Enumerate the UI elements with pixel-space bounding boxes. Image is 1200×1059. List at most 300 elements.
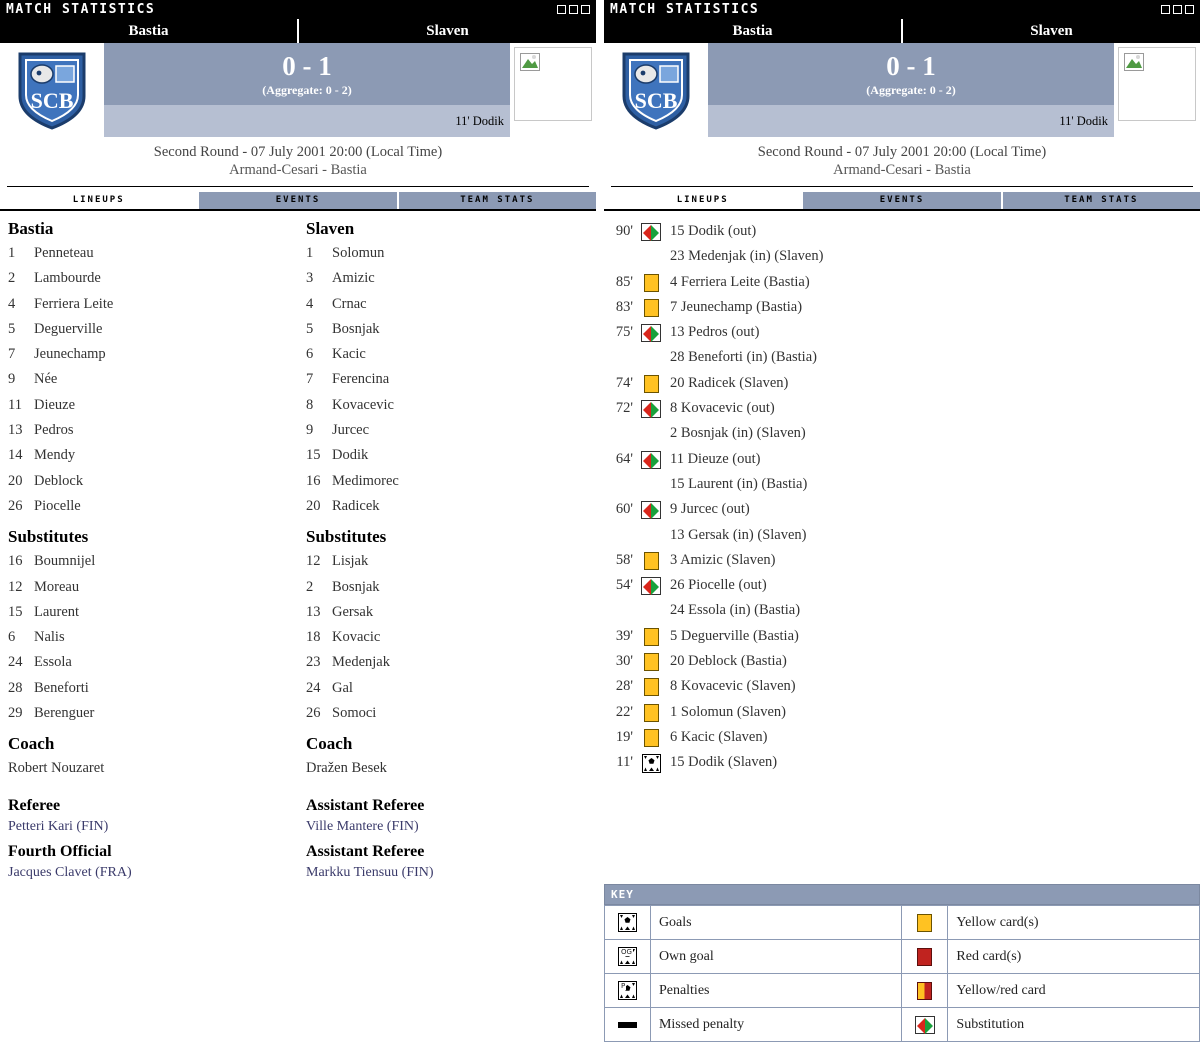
key-label: Yellow/red card: [948, 974, 1200, 1008]
official-role: Assistant Referee: [306, 797, 425, 815]
key-label: Own goal: [650, 940, 902, 974]
home-coach-name: Robert Nouzaret: [8, 760, 105, 777]
event-line: 9 Jurcec (out): [670, 501, 750, 518]
event-line: 2 Bosnjak (in) (Slaven): [670, 425, 806, 442]
home-lineup-column: [0, 219, 298, 781]
event-line: 6 Kacic (Slaven): [670, 728, 768, 745]
player-number: 4: [8, 295, 16, 312]
home-subs-heading: Substitutes: [8, 527, 89, 547]
event-line: 8 Kovacevic (out): [670, 400, 775, 417]
event-detail: [664, 674, 796, 699]
yellow-card-icon: [638, 270, 664, 292]
player-name: Kacic: [332, 346, 366, 363]
table-row: [604, 649, 1200, 674]
key-label: Red card(s): [948, 940, 1200, 974]
list-item: [306, 494, 596, 519]
player-number: 2: [8, 270, 16, 287]
player-number: 9: [306, 422, 314, 439]
official-name: Jacques Clavet (FRA): [8, 865, 132, 881]
player-number: 5: [8, 320, 16, 337]
event-minute: 30': [615, 653, 633, 670]
player-name: Moreau: [34, 578, 80, 595]
event-line: 20 Deblock (Bastia): [670, 653, 787, 670]
player-number: 18: [306, 629, 321, 646]
home-crest-cell: [0, 43, 104, 137]
yellow-card-icon: [638, 700, 664, 722]
scorer-line: 11' Dodik: [455, 113, 504, 128]
player-name: Crnac: [332, 295, 367, 312]
list-item: [8, 266, 298, 291]
list-item: [306, 625, 596, 650]
player-name: Medimorec: [332, 472, 399, 489]
player-number: 5: [306, 320, 314, 337]
tab-bar-left[interactable]: [0, 192, 596, 209]
list-item: [8, 317, 298, 342]
svg-text:SCB: SCB: [30, 88, 74, 113]
player-number: 7: [306, 371, 314, 388]
player-number: 9: [8, 371, 16, 388]
away-starters-list: [306, 241, 596, 519]
yellow-card-icon: [638, 548, 664, 570]
player-name: Jeunechamp: [34, 346, 106, 363]
player-name: Medenjak: [332, 654, 390, 671]
tab-lineups[interactable]: LINEUPS: [0, 192, 199, 209]
official-role: Referee: [8, 797, 61, 815]
player-name: Kovacic: [332, 629, 381, 646]
missed-penalty-icon: [605, 1008, 651, 1042]
event-line: 13 Pedros (out): [670, 324, 760, 341]
event-line: 28 Beneforti (in) (Bastia): [670, 349, 817, 366]
event-detail: [664, 725, 767, 750]
event-minute: 75': [615, 324, 633, 341]
event-minute: 72': [615, 400, 633, 417]
away-crest-cell: [1114, 43, 1200, 137]
event-minute: 90': [615, 223, 633, 239]
penalty-icon: P: [605, 974, 651, 1008]
key-label: Goals: [650, 906, 902, 940]
round-datetime: Second Round - 07 July 2001 20:00 (Local Time): [757, 144, 1047, 160]
event-line: 5 Deguerville (Bastia): [670, 627, 799, 644]
player-name: Lisjak: [332, 553, 369, 570]
event-minute: 83': [615, 298, 633, 315]
player-number: 7: [8, 346, 16, 363]
substitution-icon: [638, 497, 664, 519]
event-line: 24 Essola (in) (Bastia): [670, 602, 801, 619]
match-info: [611, 137, 1193, 187]
match-info: [7, 137, 589, 187]
event-line: 1 Solomun (Slaven): [670, 703, 786, 720]
score-value: 0 - 1: [282, 50, 332, 81]
player-number: 1: [306, 245, 314, 261]
goal-icon: [605, 906, 651, 940]
table-row: [604, 270, 1200, 295]
event-detail: [664, 219, 823, 270]
table-row: [604, 396, 1200, 447]
player-name: Ferencina: [332, 371, 390, 388]
lineups-section: [0, 211, 596, 781]
official-name: Markku Tiensuu (FIN): [306, 865, 434, 881]
tab-team-stats[interactable]: TEAM STATS: [399, 192, 596, 209]
minimize-icon[interactable]: [1161, 5, 1170, 14]
event-minute: 39': [615, 627, 633, 644]
yellow-card-icon: [638, 674, 664, 696]
event-line: 15 Laurent (in) (Bastia): [670, 475, 808, 492]
table-row: [604, 750, 1200, 775]
list-item: [306, 241, 596, 266]
player-number: 20: [306, 497, 321, 514]
maximize-icon[interactable]: [1173, 5, 1182, 14]
substitution-icon: [638, 573, 664, 595]
substitution-icon: [638, 219, 664, 241]
window-controls[interactable]: [557, 5, 590, 14]
player-name: Bosnjak: [332, 578, 380, 595]
official-name: Petteri Kari (FIN): [8, 819, 109, 835]
event-line: 15 Dodik (Slaven): [670, 754, 778, 771]
player-name: Ferriera Leite: [34, 295, 114, 312]
player-number: 8: [306, 396, 314, 413]
svg-text:SCB: SCB: [634, 88, 678, 113]
player-number: 13: [306, 603, 321, 620]
yellow-card-icon: [638, 624, 664, 646]
score-column: [708, 43, 1114, 137]
event-line: 11 Dieuze (out): [670, 450, 761, 467]
away-lineup-heading: Slaven: [306, 219, 355, 238]
list-item: [8, 549, 298, 574]
yellow-card-icon: [902, 906, 948, 940]
away-subs-list: [306, 549, 596, 726]
event-minute: 58': [615, 551, 633, 568]
window-title: MATCH STATISTICS: [610, 2, 760, 17]
list-item: [306, 292, 596, 317]
event-minute: 28': [615, 678, 633, 695]
list-item: [8, 676, 298, 701]
table-row: [604, 371, 1200, 396]
player-name: Nalis: [34, 629, 65, 646]
event-detail: [664, 750, 777, 775]
player-name: Née: [34, 371, 58, 388]
key-label: Yellow card(s): [948, 906, 1200, 940]
event-line: 7 Jeunechamp (Bastia): [670, 298, 803, 315]
substitution-icon: [902, 1008, 948, 1042]
tab-events[interactable]: EVENTS: [199, 192, 398, 209]
club-crest-icon: [620, 50, 692, 130]
official-role: Fourth Official: [8, 843, 112, 861]
key-label: Penalties: [650, 974, 902, 1008]
event-line: 23 Medenjak (in) (Slaven): [670, 248, 824, 265]
event-detail: [664, 295, 802, 320]
home-team-name: Bastia: [128, 22, 169, 39]
player-number: 16: [8, 553, 23, 570]
team-header-bar: [0, 19, 596, 43]
key-label: Substitution: [948, 1008, 1200, 1042]
away-subs-heading: Substitutes: [306, 527, 387, 547]
list-item: [8, 292, 298, 317]
table-row: [604, 219, 1200, 270]
player-number: 26: [8, 497, 23, 514]
window-titlebar-right: [604, 0, 1200, 19]
list-item: [306, 418, 596, 443]
list-item: [8, 600, 298, 625]
event-line: 13 Gersak (in) (Slaven): [670, 526, 807, 543]
event-detail: [664, 548, 776, 573]
player-number: 2: [306, 578, 314, 595]
list-item: [306, 549, 596, 574]
score-value: 0 - 1: [886, 50, 936, 81]
table-row: [604, 674, 1200, 699]
broken-image-icon: [514, 47, 592, 121]
event-detail: [664, 624, 799, 649]
table-row: [605, 906, 1200, 940]
player-name: Deblock: [34, 472, 84, 489]
player-name: Dieuze: [34, 396, 76, 413]
player-number: 23: [306, 654, 321, 671]
event-line: 26 Piocelle (out): [670, 577, 767, 594]
list-item: [306, 266, 596, 291]
aggregate-value: (Aggregate: 0 - 2): [866, 82, 956, 97]
key-label: Missed penalty: [650, 1008, 902, 1042]
player-number: 1: [8, 245, 16, 261]
list-item: [8, 494, 298, 519]
table-row: [605, 974, 1200, 1008]
maximize-icon[interactable]: [569, 5, 578, 14]
officials-left-column: [0, 795, 298, 887]
player-name: Beneforti: [34, 679, 89, 696]
list-item: [8, 650, 298, 675]
tab-team-stats[interactable]: TEAM STATS: [1003, 192, 1200, 209]
yellow-card-icon: [638, 371, 664, 393]
score-panel: [104, 43, 510, 105]
table-row: [604, 295, 1200, 320]
table-row: [604, 548, 1200, 573]
player-number: 14: [8, 447, 23, 464]
table-row: [604, 573, 1200, 624]
list-item: [306, 393, 596, 418]
list-item: [306, 650, 596, 675]
key-legend: [604, 884, 1200, 1042]
panel-left: [0, 0, 596, 1059]
minimize-icon[interactable]: [557, 5, 566, 14]
event-detail: [664, 320, 817, 371]
event-minute: 19': [615, 728, 633, 745]
player-number: 29: [8, 705, 23, 722]
player-name: Penneteau: [34, 245, 94, 261]
table-row: [605, 940, 1200, 974]
player-number: 20: [8, 472, 23, 489]
player-name: Deguerville: [34, 320, 103, 337]
player-name: Lambourde: [34, 270, 101, 287]
home-subs-list: [8, 549, 298, 726]
list-item: [306, 701, 596, 726]
broken-image-glyph: [520, 53, 540, 71]
list-item: [306, 367, 596, 392]
close-icon[interactable]: [1185, 5, 1194, 14]
event-minute: 74': [615, 374, 633, 391]
table-row: [605, 1008, 1200, 1042]
player-name: Gersak: [332, 603, 374, 620]
player-name: Dodik: [332, 447, 369, 464]
player-name: Kovacevic: [332, 396, 394, 413]
venue: Armand-Cesari - Bastia: [229, 162, 367, 178]
player-name: Bosnjak: [332, 320, 380, 337]
event-minute: 85': [615, 273, 633, 290]
event-minute: 11': [616, 754, 633, 771]
official-name: Ville Mantere (FIN): [306, 819, 419, 835]
tab-lineups[interactable]: LINEUPS: [604, 192, 803, 209]
tab-bar-right[interactable]: [604, 192, 1200, 209]
player-name: Pedros: [34, 422, 74, 439]
home-lineup-heading: Bastia: [8, 219, 54, 238]
away-coach-heading: Coach: [306, 734, 353, 754]
list-item: [306, 600, 596, 625]
substitution-icon: [638, 320, 664, 342]
player-name: Essola: [34, 654, 72, 671]
player-name: Radicek: [332, 497, 380, 514]
list-item: [306, 342, 596, 367]
officials-section: [0, 795, 596, 887]
list-item: [8, 625, 298, 650]
table-row: [604, 447, 1200, 498]
list-item: [306, 575, 596, 600]
event-line: 3 Amizic (Slaven): [670, 551, 776, 568]
goal-icon: [638, 750, 664, 773]
list-item: [306, 469, 596, 494]
home-coach-heading: Coach: [8, 734, 55, 754]
event-minute: 64': [615, 450, 633, 467]
tab-events[interactable]: EVENTS: [803, 192, 1002, 209]
player-number: 4: [306, 295, 314, 312]
yellow-card-icon: [638, 295, 664, 317]
broken-image-icon: [1118, 47, 1196, 121]
player-number: 24: [8, 654, 23, 671]
key-table: [604, 905, 1200, 1042]
event-minute: 54': [615, 577, 633, 594]
club-crest-icon: [16, 50, 88, 130]
event-detail: [664, 396, 806, 447]
yellow-red-card-icon: [902, 974, 948, 1008]
list-item: [8, 393, 298, 418]
event-line: 20 Radicek (Slaven): [670, 374, 789, 391]
event-detail: [664, 700, 786, 725]
player-number: 6: [306, 346, 314, 363]
player-name: Amizic: [332, 270, 375, 287]
key-title: KEY: [604, 884, 1200, 905]
table-row: [604, 700, 1200, 725]
list-item: [8, 469, 298, 494]
table-row: [604, 725, 1200, 750]
event-detail: [664, 447, 807, 498]
window-controls[interactable]: [1161, 5, 1194, 14]
home-crest-cell: [604, 43, 708, 137]
round-datetime: Second Round - 07 July 2001 20:00 (Local Time): [153, 144, 443, 160]
player-number: 3: [306, 270, 314, 287]
list-item: [8, 418, 298, 443]
score-panel: [708, 43, 1114, 105]
player-name: Jurcec: [332, 422, 370, 439]
scorers-panel: [104, 105, 510, 137]
scoreboard: [0, 43, 596, 137]
table-row: [604, 497, 1200, 548]
player-name: Boumnijel: [34, 553, 96, 570]
officials-right-column: [298, 795, 596, 887]
player-number: 28: [8, 679, 23, 696]
event-line: 8 Kovacevic (Slaven): [670, 678, 796, 695]
table-row: [604, 320, 1200, 371]
broken-image-glyph: [1124, 53, 1144, 71]
list-item: [306, 676, 596, 701]
list-item: [8, 367, 298, 392]
home-starters-list: [8, 241, 298, 519]
away-team-name: Slaven: [1030, 22, 1073, 39]
player-name: Gal: [332, 679, 353, 696]
list-item: [8, 575, 298, 600]
player-number: 11: [8, 396, 22, 413]
player-name: Berenguer: [34, 705, 95, 722]
event-minute: 22': [615, 703, 633, 720]
event-detail: [664, 371, 788, 396]
event-detail: [664, 270, 810, 295]
away-crest-cell: [510, 43, 596, 137]
table-row: [604, 624, 1200, 649]
player-number: 15: [8, 603, 23, 620]
event-detail: [664, 649, 787, 674]
player-number: 6: [8, 629, 16, 646]
player-name: Mendy: [34, 447, 76, 464]
window-titlebar-left: [0, 0, 596, 19]
list-item: [8, 342, 298, 367]
player-number: 13: [8, 422, 23, 439]
player-name: Somoci: [332, 705, 377, 722]
scoreboard: [604, 43, 1200, 137]
away-lineup-column: [298, 219, 596, 781]
player-number: 24: [306, 679, 321, 696]
home-team-name: Bastia: [732, 22, 773, 39]
scorer-line: 11' Dodik: [1059, 113, 1108, 128]
event-line: 4 Ferriera Leite (Bastia): [670, 273, 810, 290]
red-card-icon: [902, 940, 948, 974]
list-item: [306, 443, 596, 468]
player-number: 12: [306, 553, 321, 570]
away-team-name: Slaven: [426, 22, 469, 39]
player-name: Solomun: [332, 245, 385, 261]
venue: Armand-Cesari - Bastia: [833, 162, 971, 178]
event-line: 15 Dodik (out): [670, 223, 757, 239]
away-coach-name: Dražen Besek: [306, 760, 387, 777]
panel-divider: [600, 0, 601, 1059]
team-header-bar: [604, 19, 1200, 43]
close-icon[interactable]: [581, 5, 590, 14]
list-item: [306, 317, 596, 342]
player-name: Laurent: [34, 603, 80, 620]
list-item: [8, 443, 298, 468]
substitution-icon: [638, 396, 664, 418]
yellow-card-icon: [638, 649, 664, 671]
player-number: 26: [306, 705, 321, 722]
list-item: [8, 241, 298, 266]
substitution-icon: [638, 447, 664, 469]
player-name: Piocelle: [34, 497, 81, 514]
player-number: 16: [306, 472, 321, 489]
aggregate-value: (Aggregate: 0 - 2): [262, 82, 352, 97]
scorers-panel: [708, 105, 1114, 137]
yellow-card-icon: [638, 725, 664, 747]
player-number: 15: [306, 447, 321, 464]
score-column: [104, 43, 510, 137]
player-number: 12: [8, 578, 23, 595]
events-list: [604, 211, 1200, 776]
official-role: Assistant Referee: [306, 843, 425, 861]
event-detail: [664, 573, 800, 624]
window-title: MATCH STATISTICS: [6, 2, 156, 17]
